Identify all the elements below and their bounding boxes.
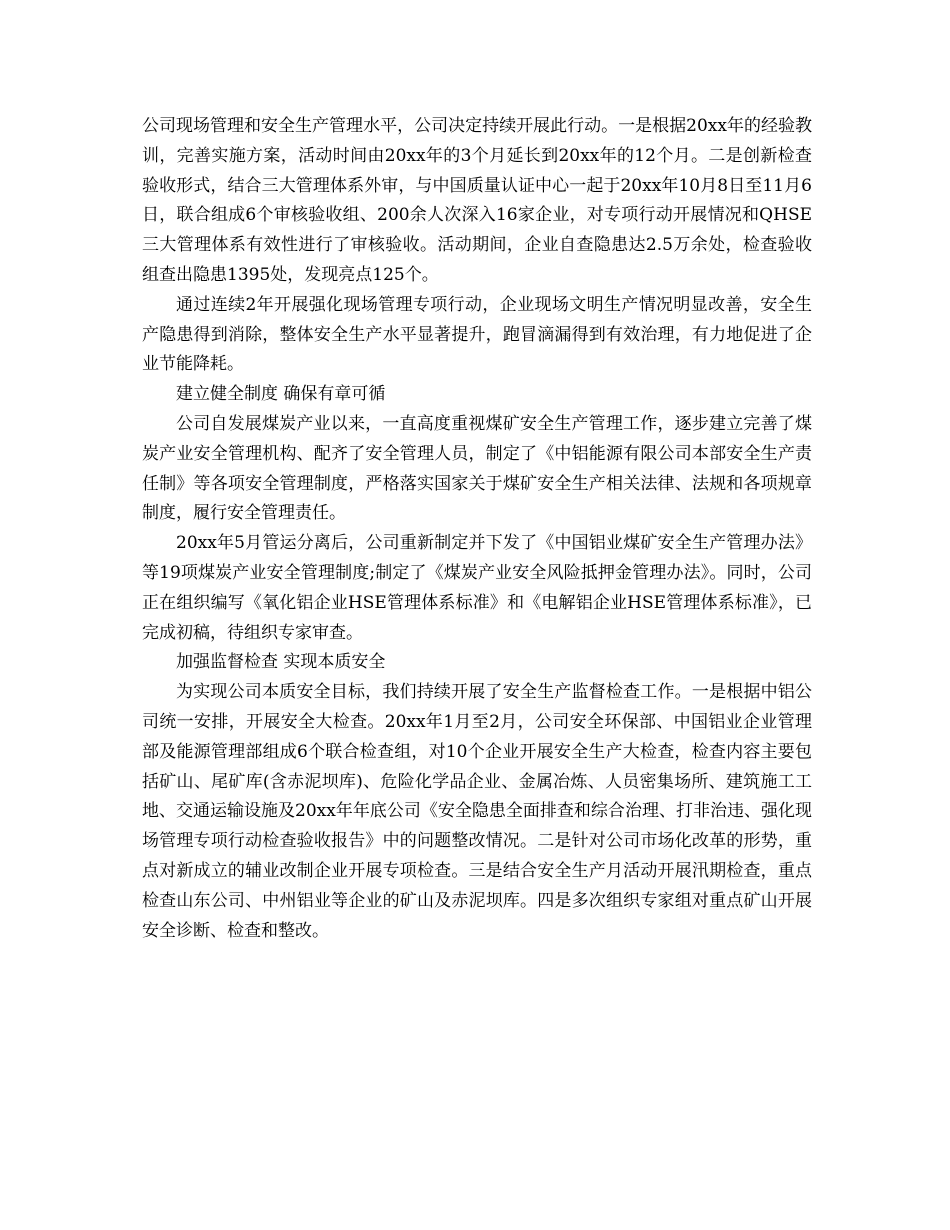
document-body bbox=[142, 112, 812, 946]
paragraph-1: 公司现场管理和安全生产管理水平，公司决定持续开展此行动。一是根据20xx年的经验教训，完善实施方案，活动时间由20xx年的3个月延长到20xx年的12个月。二是创新检查验收形式，结合三大管理体系外审，与中国质量认证中心一起于20xx年10月8日至11月6日，联合组成6个审核验收组、200余人次深入16家企业，对专项行动开展情况和QHSE三大管理体系有效性进行了审核验收。活动期间，企业自查隐患达2.5万余处，检查验收组查出隐患1395处，发现亮点125个。 bbox=[142, 116, 812, 285]
paragraph-3: 公司自发展煤炭产业以来，一直高度重视煤矿安全生产管理工作，逐步建立完善了煤炭产业安全管理机构、配齐了安全管理人员，制定了《中铝能源有限公司本部安全生产责任制》等各项安全管理制度，严格落实国家关于煤矿安全生产相关法律、法规和各项规章制度，履行安全管理责任。 bbox=[142, 413, 812, 524]
paragraph-4: 20xx年5月管运分离后，公司重新制定并下发了《中国铝业煤矿安全生产管理办法》等19项煤炭产业安全管理制度;制定了《煤炭产业安全风险抵押金管理办法》。同时，公司正在组织编写《氧化铝企业HSE管理体系标准》和《电解铝企业HSE管理体系标准》，已完成初稿，待组织专家审查。 bbox=[142, 533, 812, 643]
section-heading-2: 加强监督检查 实现本质安全 bbox=[176, 652, 386, 673]
paragraph-2: 通过连续2年开展强化现场管理专项行动，企业现场文明生产情况明显改善，安全生产隐患得到消除，整体安全生产水平显著提升，跑冒滴漏得到有效治理，有力地促进了企业节能降耗。 bbox=[142, 294, 812, 375]
paragraph-5: 为实现公司本质安全目标，我们持续开展了安全生产监督检查工作。一是根据中铝公司统一安排，开展安全大检查。20xx年1月至2月，公司安全环保部、中国铝业企业管理部及能源管理部组成6个联合检查组，对10个企业开展安全生产大检查，检查内容主要包括矿山、尾矿库(含赤泥坝库)、危险化学品企业、金属冶炼、人员密集场所、建筑施工工地、交通运输设施及20xx年年底公司《安全隐患全面排查和综合治理、打非治违、强化现场管理专项行动检查验收报告》中的问题整改情况。二是针对公司市场化改革的形势，重点对新成立的辅业改制企业开展专项检查。三是结合安全生产月活动开展汛期检查，重点检查山东公司、中州铝业等企业的矿山及赤泥坝库。四是多次组织专家组对重点矿山开展安全诊断、检查和整改。 bbox=[142, 682, 812, 941]
section-heading-1: 建立健全制度 确保有章可循 bbox=[176, 384, 386, 405]
